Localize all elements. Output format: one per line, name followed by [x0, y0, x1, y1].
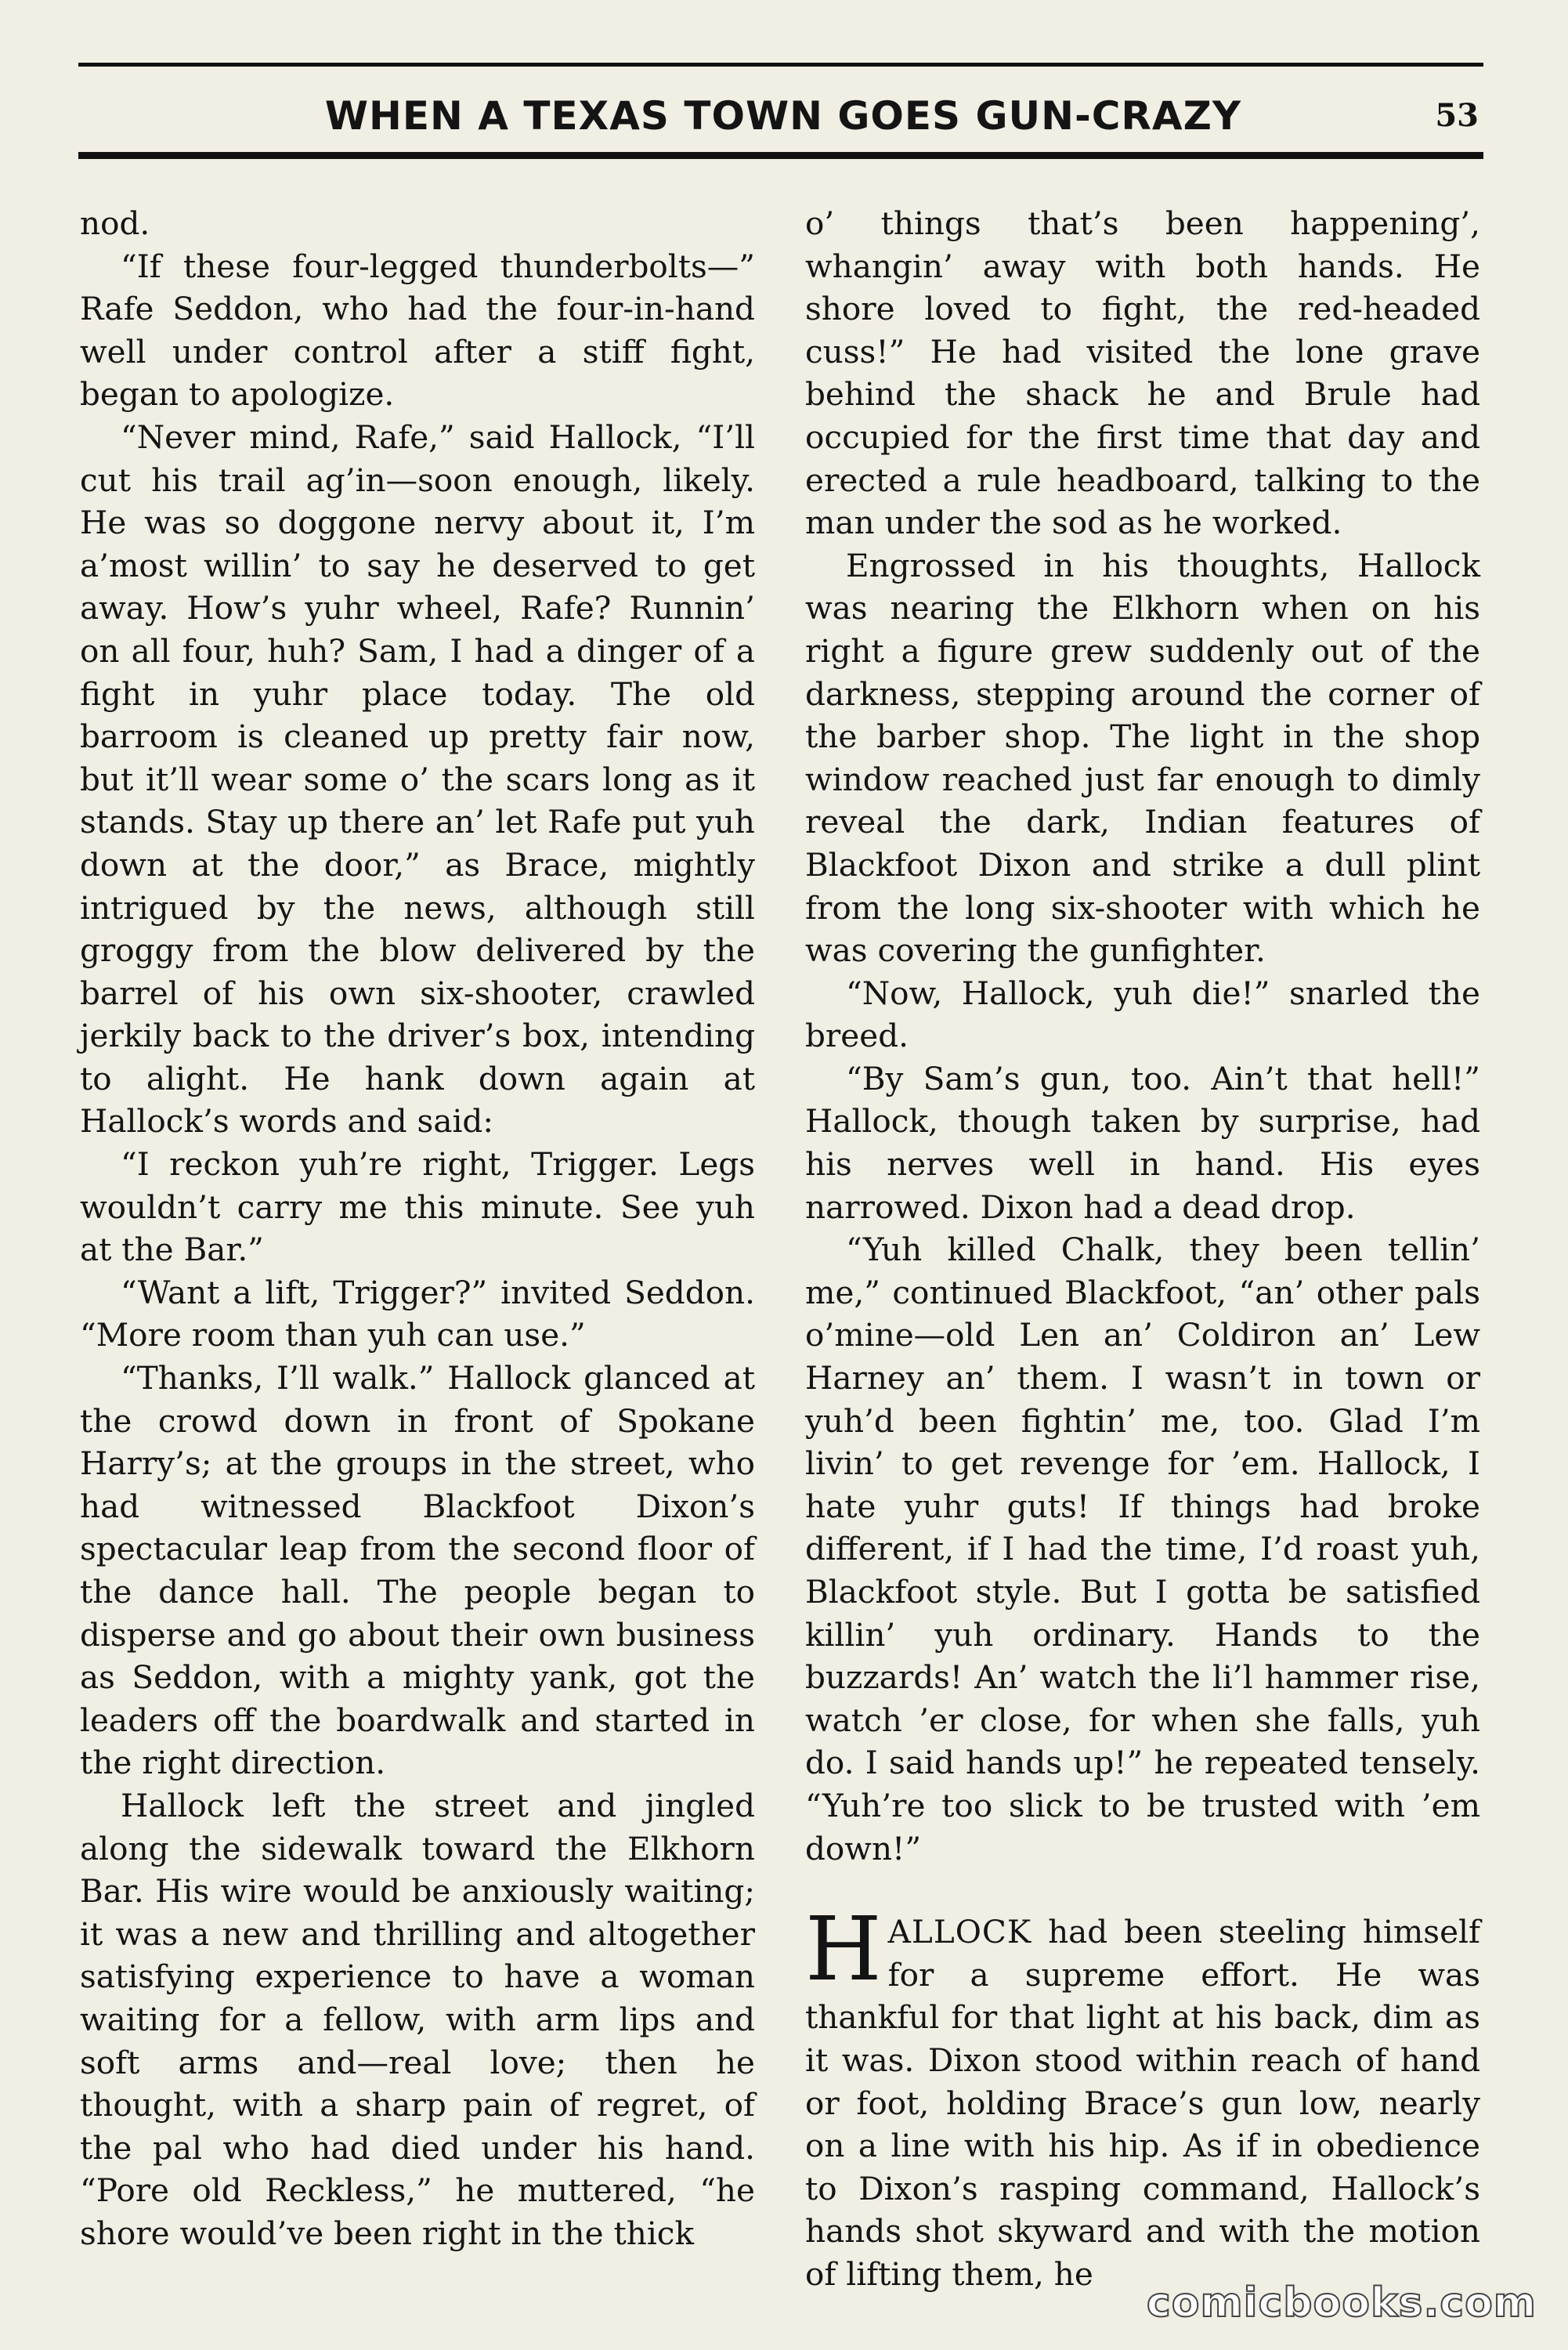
paragraph: Engrossed in his thoughts, Hallock was nearing the Elkhorn when on his right a figure grew suddenly out of the darkness, stepping around the corner of the barber shop. The light in the shop window reached just far enough to dimly reveal the dark, Indian features of Blackfoot Dixon and strike a dull plint from the long six-shooter with which he was covering the gunfighter. [805, 546, 1480, 970]
paragraph: nod. [80, 204, 150, 242]
paragraph: “Want a lift, Trigger?” invited Seddon. “More room than yuh can use.” [80, 1273, 755, 1354]
paragraph-text: had been steeling himself for a supreme effort. He was thankful for that light at his back, dim as it was. Dixon stood within reach of hand or foot, holding Brace’s gun low, nearly on a line with his hip. As if in obedience to Dixon’s rasping command, Hallock’s hands shot skyward and with the motion of lifting them, he [805, 1913, 1480, 2293]
section-break-paragraph [805, 1899, 1480, 2295]
left-column [80, 202, 755, 2255]
drop-cap: H [805, 1899, 882, 2001]
paragraph: “Never mind, Rafe,” said Hallock, “I’ll cut his trail ag’in—soon enough, likely. He was so doggone nervy about it, I’m a’most willin’ to say he deserved to get away. How’s yuhr wheel, Rafe? Runnin’ on all four, huh? Sam, I had a dinger of a fight in yuhr place today. The old barroom is cleaned up pretty fair now, but it’ll wear some o’ the scars long as it stands. Stay up there an’ let Rafe put yuh down at the door,” as Brace, mightly intrigued by the news, although still groggy from the blow delivered by the barrel of his own six-shooter, crawled jerkily back to the driver’s box, intending to alight. He hank down again at Hallock’s words and said: [80, 418, 755, 1141]
right-column [805, 202, 1480, 2296]
page-number: 53 [1435, 97, 1479, 134]
paragraph: “Yuh killed Chalk, they been tellin’ me,” continued Blackfoot, “an’ other pals o’mine—old Len an’ Coldiron an’ Lew Harney an’ them. I wasn’t in town or yuh’d been fightin’ me, too. Glad I’m livin’ to get revenge for ’em. Hallock, I hate yuhr guts! If things had broke different, if I had the time, I’d roast yuh, Blackfoot style. But I gotta be satisfied killin’ yuh ordinary. Hands to the buzzards! An’ watch the li’l hammer rise, watch ’er close, for when she falls, yuh do. I said hands up!” he repeated tensely. “Yuh’re too slick to be trusted with ’em down!” [805, 1231, 1480, 1867]
paragraph: “If these four-legged thunderbolts—” Rafe Seddon, who had the four-in-hand well under control after a stiff fight, began to apologize. [80, 247, 755, 414]
running-title: WHEN A TEXAS TOWN GOES GUN-CRAZY [324, 93, 1242, 139]
lead-word: ALLOCK [887, 1913, 1032, 1951]
watermark-logo: comicbooks.com [1146, 2280, 1537, 2326]
paragraph: Hallock left the street and jingled along the sidewalk toward the Elkhorn Bar. His wire would be anxiously waiting; it was a new and thrilling and altogether satisfying experience to have a woman waiting for a fellow, with arm lips and soft arms and—real love; then he thought, with a sharp pain of regret, of the pal who had died under his hand. “Pore old Reckless,” he muttered, “he shore would’ve been right in the thick [80, 1786, 755, 2252]
paragraph: “I reckon yuh’re right, Trigger. Legs wouldn’t carry me this minute. See yuh at the Bar.” [80, 1145, 755, 1269]
paragraph: “Thanks, I’ll walk.” Hallock glanced at the crowd down in front of Spokane Harry’s; at the groups in the street, who had witnessed Blackfoot Dixon’s spectacular leap from the second floor of the dance hall. The people began to disperse and go about their own business as Seddon, with a mighty yank, got the leaders off the boardwalk and started in the right direction. [80, 1359, 755, 1782]
paragraph: “Now, Hallock, yuh die!” snarled the breed. [805, 974, 1480, 1055]
paragraph: o’ things that’s been happening’, whangin’ away with both hands. He shore loved to fight, the red-headed cuss!” He had visited the lone grave behind the shack he and Brule had occupied for the first time that day and erected a rule headboard, talking to the man under the sod as he worked. [805, 204, 1480, 542]
page-header [78, 63, 1483, 160]
header-rule-top [78, 63, 1483, 67]
header-rule-bottom [78, 152, 1483, 159]
paragraph: “By Sam’s gun, too. Ain’t that hell!” Hallock, though taken by surprise, had his nerves well in hand. His eyes narrowed. Dixon had a dead drop. [805, 1059, 1480, 1226]
